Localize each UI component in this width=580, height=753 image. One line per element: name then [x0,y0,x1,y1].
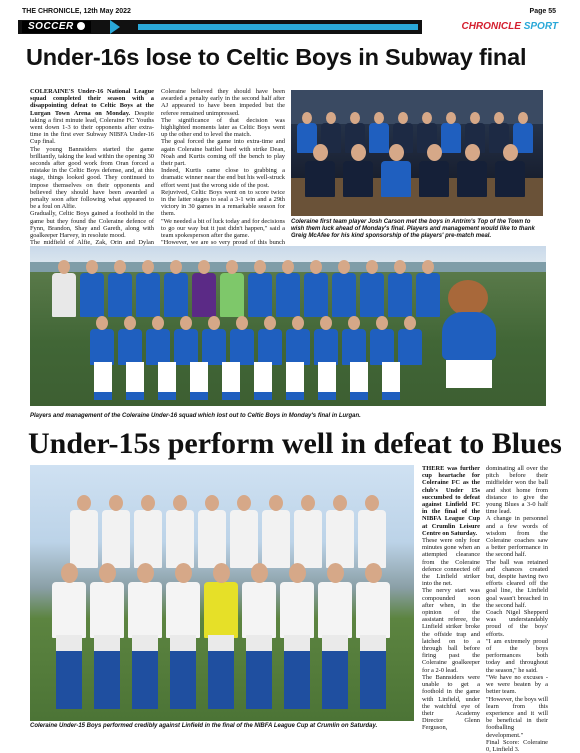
player-figure [198,510,226,568]
player-head [494,112,504,124]
player-head [86,260,98,274]
player-figure [102,510,130,568]
paragraph: Rejuvived, Celtic Boys went on to score twice in the latter stages to seal a 3-1 win and a 29th victory in 30 games in a remarkable season for them. [161,188,285,218]
player-figure [360,273,384,317]
football-icon [77,22,85,30]
player-head [99,563,116,583]
player-head [173,495,187,511]
article2-column2 [486,465,548,753]
paragraph: The goal forced the game into extra-time and again Coleraine battled hard with strike Dean, Noah and Kurtis coming off the bench to play their part. [161,138,285,168]
section-text: SOCCER [28,21,74,32]
player-head [142,260,154,274]
lead-text: THERE was further cup heartache for Coleraine FC as the club's Under 15s succumbed to defeat against Linfield FC in the final of the NIBFA League Cup at Crumlin Leisure Centre on Saturday. [422,465,480,537]
player-figure [204,582,238,638]
player-head [518,112,528,124]
player-figure [318,582,352,638]
player-figure [304,273,328,317]
player-figure [192,273,216,317]
player-head [366,260,378,274]
player-head [208,316,220,330]
player-head [213,563,230,583]
paragraph [30,146,154,211]
player-figure [90,329,114,365]
player-head [313,144,328,161]
player-head [326,112,336,124]
player-figure [262,510,290,568]
body-text: The midfield of Alfie, Zak, Orin and Dylan [30,239,154,247]
player-head [348,316,360,330]
player-legs [284,635,310,709]
paragraph: "However, we are so very proud of this bunch [161,239,285,247]
player-head [289,563,306,583]
body-text: The nervy start was compounded soon after when, in the opinion of the assistant referee, the Linfield striker broke the offside trap and latched on to a through ball before firing past the Coleraine goalkeeper for a 2-0 lead. [422,587,480,674]
body-text: Gradually, Celtic Boys gained a foothold in the game but they found the Coleraine defence of Fynn, Brandon, Shay and Gareth, along with goalkeeper Harvey, in resolute mood. [30,210,154,240]
paragraph: The ball was retained and chances created but, despite having two efforts cleared off the goal line, the Linfield goal wasn't breached in the second half. [486,558,548,609]
paragraph: Coleraine believed they should have been awarded a penalty early in the second half after AJ appeared to have been impeded but the referee remained unimpressed. [161,88,285,117]
paragraph: A change in personnel and a few words of wisdom from the Coleraine coaches saw a better performance in the second half. [486,515,548,559]
player-legs [322,635,348,709]
player-legs [158,362,176,400]
article1-headline: Under-16s lose to Celtic Boys in Subway final [26,44,527,70]
player-figure [118,329,142,365]
player-head [327,563,344,583]
player-legs [190,362,208,400]
player-legs [56,635,82,709]
paragraph: "However, the boys will learn from this experience and it will be beneficial in their footballing development." [486,695,548,739]
player-figure [358,510,386,568]
player-head [470,112,480,124]
mascot-bear [438,280,500,392]
player-head [376,316,388,330]
photo3-caption: Coleraine Under-15 Boys performed credibly against Linfield in the final of the NIBFA League Cup at Crumlin on Saturday. [30,723,378,729]
player-figure [258,329,282,365]
paragraph [422,674,480,732]
player-figure [80,273,104,317]
band-stripe [138,24,418,30]
player-figure [326,510,354,568]
photo-under16-squad [30,246,546,406]
player-legs [350,362,368,400]
paragraph [422,465,480,537]
issue-label: THE CHRONICLE, 12th May 2022 [22,8,131,15]
player-figure [441,123,461,153]
player-figure [280,582,314,638]
player-head [292,316,304,330]
player-figure [419,161,449,197]
paragraph: dominating all over the pitch before their midfielder won the ball and shot home from distance to give the young Blues a 3-0 half time lead. [486,465,548,516]
player-legs [360,635,386,709]
player-figure [134,510,162,568]
player-legs [246,635,272,709]
page-header [0,0,580,18]
player-head [180,316,192,330]
paragraph: "I am extremely proud of the boys performances both today and throughout the season," he said. [486,637,548,674]
player-head [170,260,182,274]
section-label [22,21,91,33]
player-head [205,495,219,511]
player-head [264,316,276,330]
paragraph [30,88,154,146]
brand-chronicle: CHRONICLE [461,21,521,32]
player-figure [370,329,394,365]
player-head [389,144,404,161]
player-head [351,144,366,161]
player-head [446,112,456,124]
player-legs [126,362,144,400]
player-figure [52,582,86,638]
player-legs [254,362,272,400]
player-head [350,112,360,124]
player-figure [369,123,389,153]
player-head [320,316,332,330]
player-head [226,260,238,274]
player-figure [457,161,487,197]
player-figure [314,329,338,365]
player-figure [202,329,226,365]
paragraph [422,587,480,673]
player-head [61,563,78,583]
page-number: Page 55 [529,8,556,15]
player-head [124,316,136,330]
player-figure [146,329,170,365]
player-legs [318,362,336,400]
player-head [198,260,210,274]
player-head [333,495,347,511]
player-figure [136,273,160,317]
player-head [236,316,248,330]
player-head [269,495,283,511]
player-head [254,260,266,274]
player-legs [170,635,196,709]
article2-column1 [422,465,480,732]
section-band [18,20,562,34]
paragraph: The significance of that decision was highlighted moments later as Celtic Boys went up the other end to level the match. [161,116,285,139]
player-head [96,316,108,330]
player-head [109,495,123,511]
player-head [365,495,379,511]
paragraph: "We have no excuses - we were beaten by a better team. [486,673,548,696]
player-figure [276,273,300,317]
paragraph: Final Score: Coleraine 0, Linfield 3. [486,738,548,753]
body-text: Despite taking a first minute lead, Coleraine FC Youths went down 1-3 to their opponents after extra-time in the first ever Subway NIBFA Under-16 Cup final. [30,109,154,146]
player-figure [230,510,258,568]
lead-text: COLERAINE'S Under-16 National League squad completed their season with a disappointing defeat to Celtic Boys at the Lurgan Town Arena on Monday. [30,88,154,117]
player-legs [222,362,240,400]
player-head [465,144,480,161]
player-legs [94,362,112,400]
paragraph [422,537,480,587]
player-figure [342,329,366,365]
photo-team-meal [291,90,543,216]
player-figure [294,510,322,568]
player-figure [332,273,356,317]
player-legs [94,635,120,709]
player-head [114,260,126,274]
player-head [175,563,192,583]
player-figure [356,582,390,638]
player-head [237,495,251,511]
article2-headline: Under-15s perform well in defeat to Blues [28,427,562,460]
player-figure [398,329,422,365]
player-figure [108,273,132,317]
player-figure [128,582,162,638]
body-text: The Bannsiders were unable to get a foothold in the game with Linfield, under the watchful eye of their Academy Director Glenn Ferguson, [422,673,480,732]
player-figure [166,582,200,638]
player-figure [242,582,276,638]
player-head [365,563,382,583]
player-head [427,144,442,161]
player-figure [90,582,124,638]
photo2-caption: Players and management of the Coleraine Under-16 squad which lost out to Celtic Boys in Monday's final in Lurgan. [30,413,361,419]
player-head [374,112,384,124]
player-figure [52,273,76,317]
player-head [404,316,416,330]
player-legs [208,635,234,709]
player-figure [286,329,310,365]
player-head [422,260,434,274]
player-head [251,563,268,583]
photo-under15-squad [30,465,414,721]
player-figure [343,161,373,197]
paragraph: Indeed, Kurtis came close to grabbing a dramatic winner near the end but his well-struck effort went just the wrong side of the post. [161,167,285,189]
player-head [394,260,406,274]
brand-sport: SPORT [523,21,558,32]
player-legs [382,362,400,400]
paragraph [30,210,154,239]
player-figure [305,161,335,197]
brand-mark [422,20,562,34]
body-text: The young Bannsiders started the game brilliantly, taking the lead within the opening 30 seconds after good work from Oran forced a mistake in the Celtic Boys defense, and, at this stage, things looked good. They continued to impose themselves on their opponents and believed they should have been awarded a penalty soon after following what appeared to be a foul on Alfie. [30,145,154,211]
player-head [398,112,408,124]
player-figure [70,510,98,568]
player-head [310,260,322,274]
player-figure [495,161,525,197]
player-head [137,563,154,583]
player-head [77,495,91,511]
paragraph: "We needed a bit of luck today and for decisions to go our way but it just didn't happen," said a team spokesperson after the game. [161,217,286,240]
player-head [503,144,518,161]
player-head [58,260,70,274]
paragraph: Coach Nigel Shepperd was understandably proud of the boys' efforts. [486,609,548,638]
player-figure [220,273,244,317]
player-figure [388,273,412,317]
player-head [152,316,164,330]
body-text: These were only four minutes gone when an attempted clearance from the Coleraine defence connected off the Linfield striker into the net. [422,537,480,588]
player-figure [174,329,198,365]
player-head [301,495,315,511]
player-figure [164,273,188,317]
player-head [302,112,312,124]
photo1-caption: Coleraine first team player Josh Carson met the boys in Antrim's Top of the Town to wish them luck ahead of Monday's final. Players and management would like to thank Greig McAfee for his kind sponsorship of the players' pre-match meal. [291,219,535,239]
player-figure [381,161,411,197]
player-figure [230,329,254,365]
band-chevron [110,20,120,34]
player-head [141,495,155,511]
player-legs [286,362,304,400]
player-head [422,112,432,124]
player-figure [416,273,440,317]
player-head [338,260,350,274]
player-head [282,260,294,274]
player-legs [132,635,158,709]
player-figure [166,510,194,568]
player-figure [248,273,272,317]
